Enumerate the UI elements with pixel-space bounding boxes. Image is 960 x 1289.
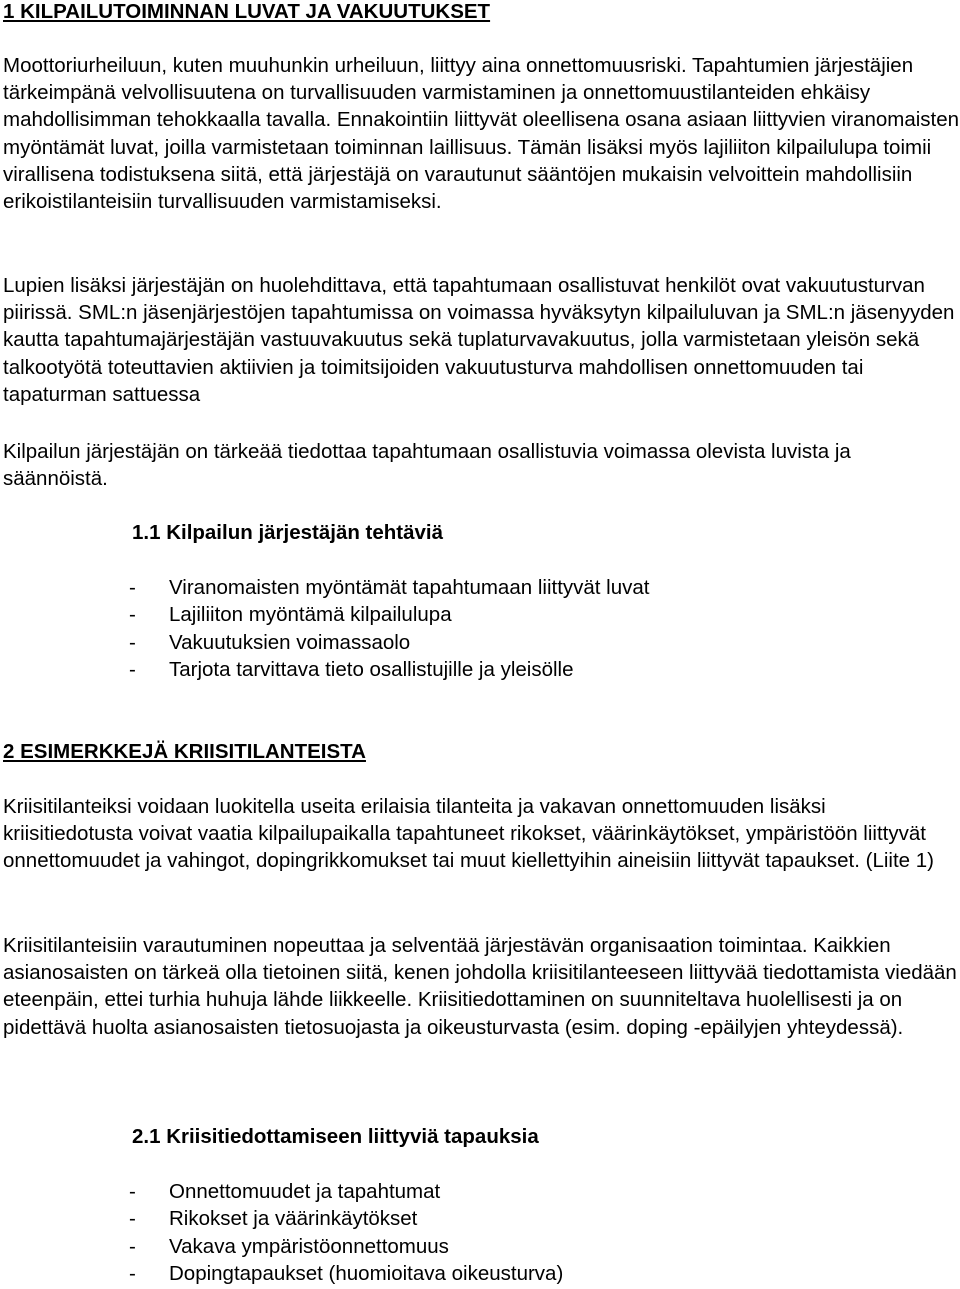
list-item [129,1178,563,1205]
section-1-paragraph-2: Lupien lisäksi järjestäjän on huolehdittava, että tapahtumaan osallistuvat henkilöt ovat vakuutusturvan piirissä. SML:n jäsenjärjestöjen tapahtumissa on voimassa hyväksytyn kilpailuluvan ja SML:n jäsenyyden kautta tapahtumajärjestäjän vastuuvakuutus sekä tuplaturvavakuutus, jolla varmistetaan yleisön sekä talkootyötä toteuttavien aktiivien ja toimitsijoiden vakuutusturva mahdollisen onnettomuuden tai tapaturman sattuessa [3,274,955,406]
list-item [129,574,649,601]
list-item [129,1205,563,1232]
list-item-text: Vakava ympäristöonnettomuus [169,1234,449,1258]
list-dash: - [129,630,136,654]
list-item [129,629,649,656]
list-dash: - [129,1180,136,1203]
list-item-text: Rikokset ja väärinkäytökset [169,1207,418,1231]
subsection-2-1-heading: 2.1 Kriisitiedottamiseen liittyviä tapauksia [132,1125,539,1148]
list-item [129,1233,563,1260]
list-item [129,656,649,683]
list-dash: - [129,603,136,627]
subsection-2-1-list [129,1178,563,1288]
section-1-paragraph-3: Kilpailun järjestäjän on tärkeää tiedottaa tapahtumaan osallistuvia voimassa olevista luvista ja säännöistä. [3,440,851,491]
section-1-heading: 1 KILPAILUTOIMINNAN LUVAT JA VAKUUTUKSET [3,0,491,23]
section-2-heading: 2 ESIMERKKEJÄ KRIISITILANTEISTA [3,740,366,763]
section-2-paragraph-2: Kriisitilanteisiin varautuminen nopeuttaa ja selventää järjestävän organisaation toimintaa. Kaikkien asianosaisten on tärkeä olla tietoinen siitä, kenen johdolla kriisitilanteeseen liittyvää tiedottamista viedään eteenpäin, ettei turhia huhuja lähde liikkeelle. Kriisitiedottaminen on suunniteltava huolellisesti ja on pidettävä huolta asianosaisten tietosuojasta ja oikeusturvasta (esim. doping -epäilyjen yhteydessä). [3,934,957,1039]
list-item [129,1260,563,1287]
list-dash: - [129,1234,136,1258]
list-dash: - [129,1262,136,1286]
subsection-1-1-list [129,574,649,684]
section-2-paragraph-1: Kriisitilanteiksi voidaan luokitella useita erilaisia tilanteita ja vakavan onnettomuuden lisäksi kriisitiedotusta voivat vaatia kilpailupaikalla tapahtuneet rikokset, väärinkäytökset, ympäristöön liittyvät onnettomuudet ja vahingot, dopingrikkomukset tai muut kiellettyihin aineisiin liittyvät tapaukset. (Liite 1) [3,795,934,873]
list-item-text: Dopingtapaukset (huomioitava oikeusturva) [169,1262,564,1286]
list-dash: - [129,1207,136,1231]
section-1-paragraph-1: Moottoriurheiluun, kuten muuhunkin urheiluun, liittyy aina onnettomuusriski. Tapahtumien järjestäjien tärkeimpänä velvollisuutena on turvallisuuden varmistaminen ja onnettomuustilanteiden ehkäisy mahdollisimman tehokkaalla tavalla. Ennakointiin liittyvät oleellisena osana asiaan liittyvien viranomaisten myöntämät luvat, joilla varmistetaan toiminnan laillisuus. Tämän lisäksi myös lajiliiton kilpailulupa toimii virallisena todistuksena siitä, että järjestäjä on varautunut sääntöjen mukaisin velvoittein mahdollisiin erikoistilanteisiin turvallisuuden varmistamiseksi. [3,54,960,214]
list-dash: - [129,576,136,599]
subsection-1-1-heading: 1.1 Kilpailun järjestäjän tehtäviä [132,521,444,544]
list-item [129,601,649,628]
list-item-text: Tarjota tarvittava tieto osallistujille ja yleisölle [169,658,574,682]
list-item-text: Viranomaisten myöntämät tapahtumaan liittyvät luvat [169,576,650,599]
list-item-text: Lajiliiton myöntämä kilpailulupa [169,603,452,627]
list-item-text: Vakuutuksien voimassaolo [169,630,411,654]
list-item-text: Onnettomuudet ja tapahtumat [169,1180,441,1203]
list-dash: - [129,658,136,682]
